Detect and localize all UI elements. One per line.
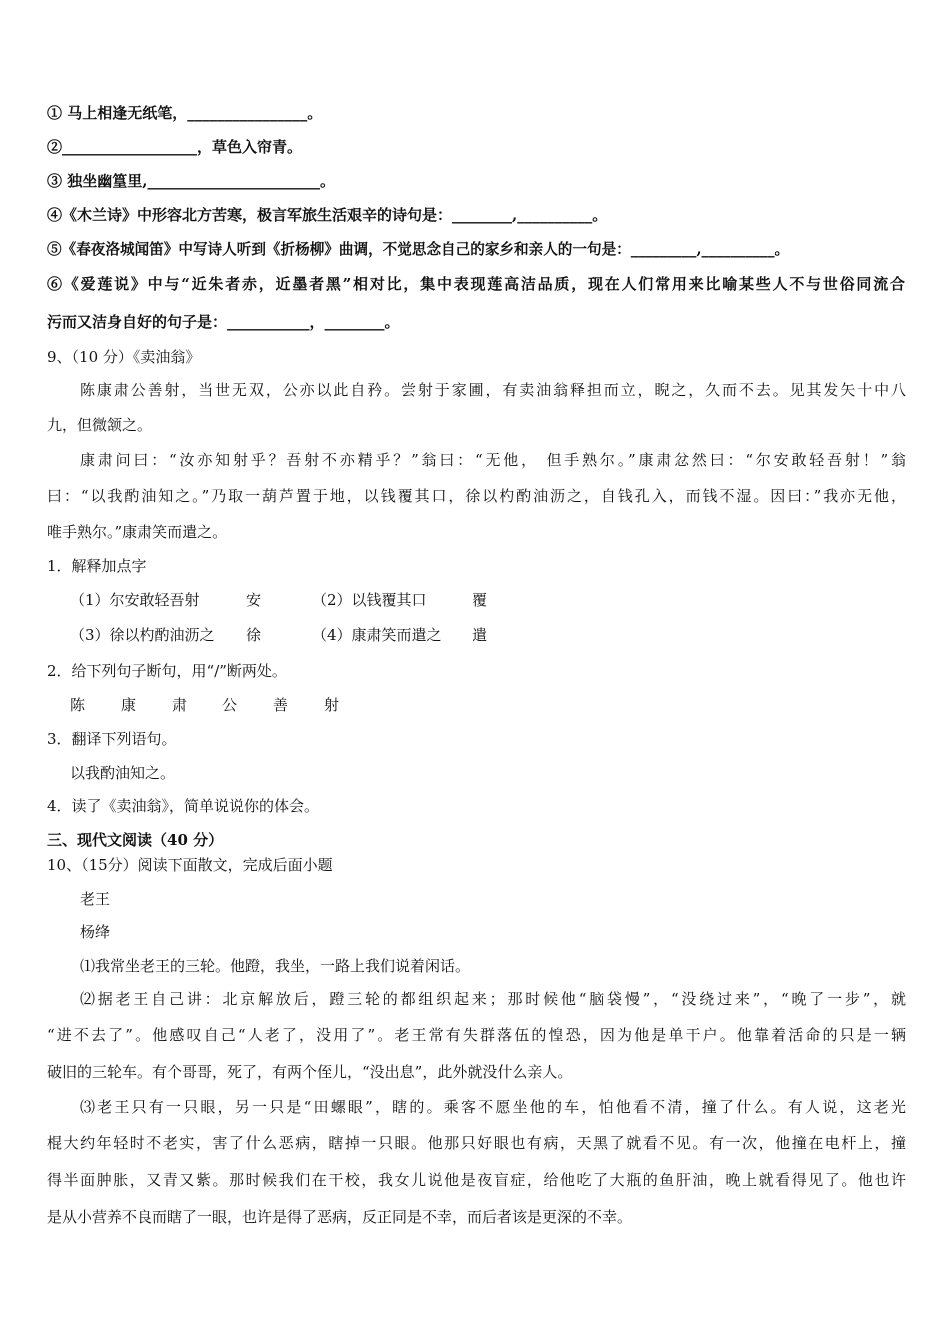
answer-blank[interactable]: _________: [630, 241, 697, 258]
q9-sub1-char-1: 安: [246, 591, 262, 609]
essay-title: 老王: [80, 890, 111, 908]
essay-p2-line1: ⑵据老王自己讲：北京解放后，蹬三轮的都组织起来；那时候他“脑袋慢”，“没绕过来”，“晚了一步”，就: [80, 990, 906, 1008]
q9-sub1-char-3: 徐: [246, 626, 262, 644]
answer-blank[interactable]: ________: [324, 313, 385, 331]
q9-sub3-title: 3．翻译下列语句。: [47, 730, 177, 748]
q9-sub2-char: 陈: [70, 696, 86, 714]
q9-title: 9、（10 分）《卖油翁》: [47, 348, 201, 366]
essay-p2-line2: “进不去了”。他感叹自己“人老了，没用了”。老王常有失群落伍的惶恐，因为他是单干户。他靠着活命的只是一辆: [47, 1026, 906, 1044]
q9-sub2-char: 公: [222, 696, 238, 714]
answer-blank[interactable]: ___________: [227, 313, 310, 331]
recitation-q2: ②__________________，草色入帘青。: [47, 138, 303, 156]
q10-title: 10、（15分）阅读下面散文，完成后面小题: [47, 856, 333, 874]
q9-sub1-item-2: （2）以钱覆其口: [312, 591, 427, 609]
answer-blank[interactable]: _______________________: [147, 172, 320, 190]
q9-sub1-char-2: 覆: [472, 591, 488, 609]
recitation-q1: ① 马上相逢无纸笔，________________。: [47, 104, 323, 122]
q9-sub2-char: 康: [121, 696, 137, 714]
q9-passage-p1-line2: 九，但微颔之。: [47, 416, 153, 434]
recitation-q3: ③ 独坐幽篁里,_______________________。: [47, 172, 335, 190]
q9-sub1-title: 1．解释加点字: [47, 557, 147, 575]
q9-sub2-char: 善: [273, 696, 289, 714]
answer-blank[interactable]: ________: [452, 206, 513, 224]
q9-passage-p2-line3: 唯手熟尔。”康肃笑而遣之。: [47, 523, 228, 541]
answer-blank[interactable]: ________________: [187, 104, 308, 122]
q9-sub2-char: 射: [324, 696, 340, 714]
recitation-q6-line1: ⑥《爱莲说》中与“近朱者赤，近墨者黑”相对比，集中表现莲高洁品质，现在人们常用来比喻某些人不与世俗同流合: [47, 275, 905, 293]
q9-sub2-title: 2．给下列句子断句，用“/”断两处。: [47, 662, 287, 680]
essay-author: 杨绛: [80, 923, 111, 941]
answer-blank[interactable]: __________: [517, 206, 593, 224]
essay-p3-line3: 得半面肿胀，又青又紫。那时候我们在干校，我女儿说他是夜盲症，给他吃了大瓶的鱼肝油，晚上就看得见了。他也许: [47, 1171, 906, 1189]
q9-passage-p2-line1: 康肃问曰：“汝亦知射乎？吾射不亦精乎？”翁曰：“无他， 但手熟尔。”康肃忿然曰：“尔安敢轻吾射！”翁: [80, 451, 906, 469]
q9-sub1-char-4: 遣: [472, 626, 488, 644]
q9-sub1-item-3: （3）徐以杓酌油沥之: [70, 626, 215, 644]
essay-p3-line4: 是从小营养不良而瞎了一眼，也许是得了恶病，反正同是不幸，而后者该是更深的不幸。: [47, 1208, 633, 1226]
q9-sub1-item-1: （1）尔安敢轻吾射: [70, 591, 200, 609]
q9-sub2-char: 肃: [172, 696, 188, 714]
recitation-q5: ⑤《春夜洛城闻笛》中写诗人听到《折杨柳》曲调，不觉思念自己的家乡和亲人的一句是：_________,__________。: [47, 241, 790, 258]
q9-sub3-text: 以我酌油知之。: [70, 764, 176, 782]
q9-passage-p2-line2: 曰：“以我酌油知之。”乃取一葫芦置于地，以钱覆其口，徐以杓酌油沥之，自钱孔入，而钱不湿。因曰：”我亦无他，: [47, 487, 906, 505]
essay-p3-line2: 棍大约年轻时不老实，害了什么恶病，瞎掉一只眼。他那只好眼也有病，天黑了就看不见。有一次，他撞在电杆上，撞: [47, 1134, 906, 1152]
q9-sub1-item-4: （4）康肃笑而遣之: [312, 626, 442, 644]
answer-blank[interactable]: __________: [701, 241, 775, 258]
q9-passage-p1-line1: 陈康肃公善射，当世无双，公亦以此自矜。尝射于家圃，有卖油翁释担而立，睨之，久而不去。见其发矢十中八: [80, 381, 906, 399]
recitation-q6-line2: 污而又洁身自好的句子是：___________，________。: [47, 313, 400, 331]
q9-sub4-title: 4．读了《卖油翁》，简单说说你的体会。: [47, 797, 320, 815]
essay-p3-line1: ⑶老王只有一只眼，另一只是“田螺眼”，瞎的。乘客不愿坐他的车，怕他看不清，撞了什么。有人说，这老光: [80, 1098, 906, 1116]
answer-blank[interactable]: __________________: [62, 138, 198, 156]
recitation-q4: ④《木兰诗》中形容北方苦寒，极言军旅生活艰辛的诗句是：________,__________。: [47, 206, 608, 224]
section-3-heading: 三、现代文阅读（40 分）: [47, 831, 224, 849]
essay-p1: ⑴我常坐老王的三轮。他蹬，我坐，一路上我们说着闲话。: [80, 957, 471, 975]
essay-p2-line3: 破旧的三轮车。有个哥哥，死了，有两个侄儿，“没出息”，此外就没什么亲人。: [47, 1063, 573, 1081]
